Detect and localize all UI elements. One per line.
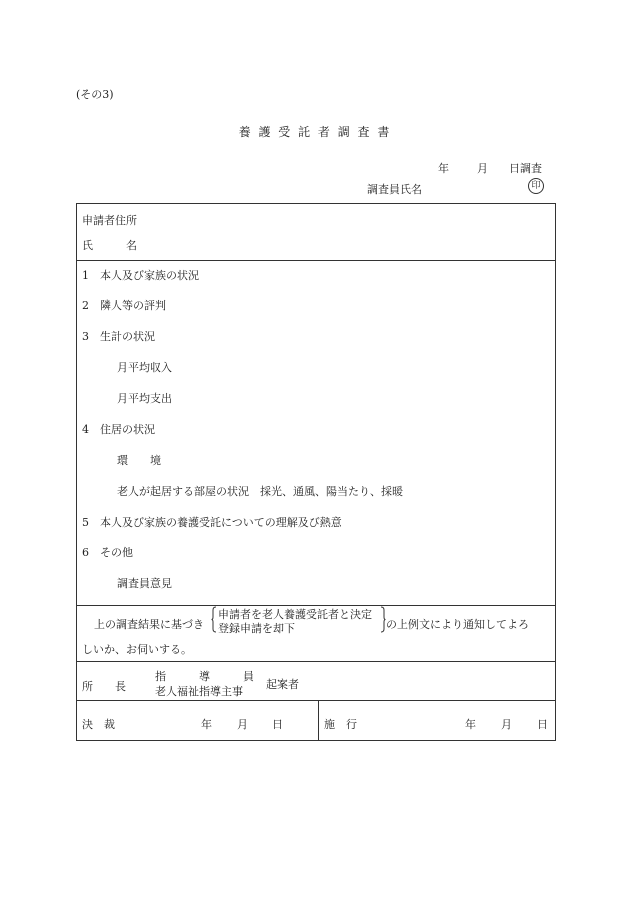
enforcement-month-label: 月 <box>501 718 512 731</box>
item-monthly-income: 月平均収入 <box>117 361 172 374</box>
seal-mark <box>528 178 544 194</box>
director-label: 所 長 <box>82 680 126 693</box>
item-investigator-opinion: 調査員意見 <box>117 577 172 590</box>
item-other: 6 その他 <box>82 546 133 559</box>
conclusion-prefix: 上の調査結果に基づき <box>94 618 204 631</box>
date-survey-label: 日調査 <box>509 162 542 175</box>
welfare-supervisor-label: 老人福祉指導主事 <box>155 685 243 698</box>
conclusion-suffix: の上例文により通知してよろ <box>386 618 529 631</box>
date-year-label: 年 <box>438 162 449 175</box>
divider <box>318 700 319 741</box>
divider <box>77 700 555 701</box>
decision-options <box>211 606 387 634</box>
decision-day-label: 日 <box>272 718 283 731</box>
item-livelihood: 3 生計の状況 <box>82 330 155 343</box>
enforcement-day-label: 日 <box>537 718 548 731</box>
decision-year-label: 年 <box>201 718 212 731</box>
item-understanding: 5 本人及び家族の養護受託についての理解及び熱意 <box>82 516 342 529</box>
enforcement-year-label: 年 <box>465 718 476 731</box>
survey-form <box>76 203 556 741</box>
item-monthly-expense: 月平均支出 <box>117 392 172 405</box>
item-neighbor-reputation: 2 隣人等の評判 <box>82 299 166 312</box>
seal-icon: 印 <box>528 178 544 194</box>
date-month-label: 月 <box>477 162 488 175</box>
conclusion-line-2: しいか、お伺いする。 <box>82 643 192 656</box>
item-room-condition: 老人が起居する部屋の状況 採光、通風、陽当たり、採暖 <box>117 485 403 498</box>
enforcement-label: 施 行 <box>324 718 357 731</box>
option-reject: 登録申請を却下 <box>218 622 295 635</box>
divider <box>77 661 555 662</box>
form-number: (その3) <box>76 88 114 101</box>
divider <box>77 260 555 261</box>
option-approve: 申請者を老人養護受託者と決定 <box>218 608 372 621</box>
item-family-status: 1 本人及び家族の状況 <box>82 269 199 282</box>
item-housing: 4 住居の状況 <box>82 423 155 436</box>
decision-label: 決 裁 <box>82 718 115 731</box>
document-title: 養 護 受 託 者 調 査 書 <box>238 125 392 139</box>
guidance-officer-label: 指 導 員 <box>155 670 254 683</box>
left-brace-icon <box>211 606 217 633</box>
decision-month-label: 月 <box>237 718 248 731</box>
item-environment: 環 境 <box>117 454 161 467</box>
applicant-name-label: 氏 名 <box>82 239 137 252</box>
investigator-name-label: 調査員氏名 <box>367 183 422 196</box>
applicant-address-label: 申請者住所 <box>82 214 137 227</box>
drafter-label: 起案者 <box>266 678 299 691</box>
